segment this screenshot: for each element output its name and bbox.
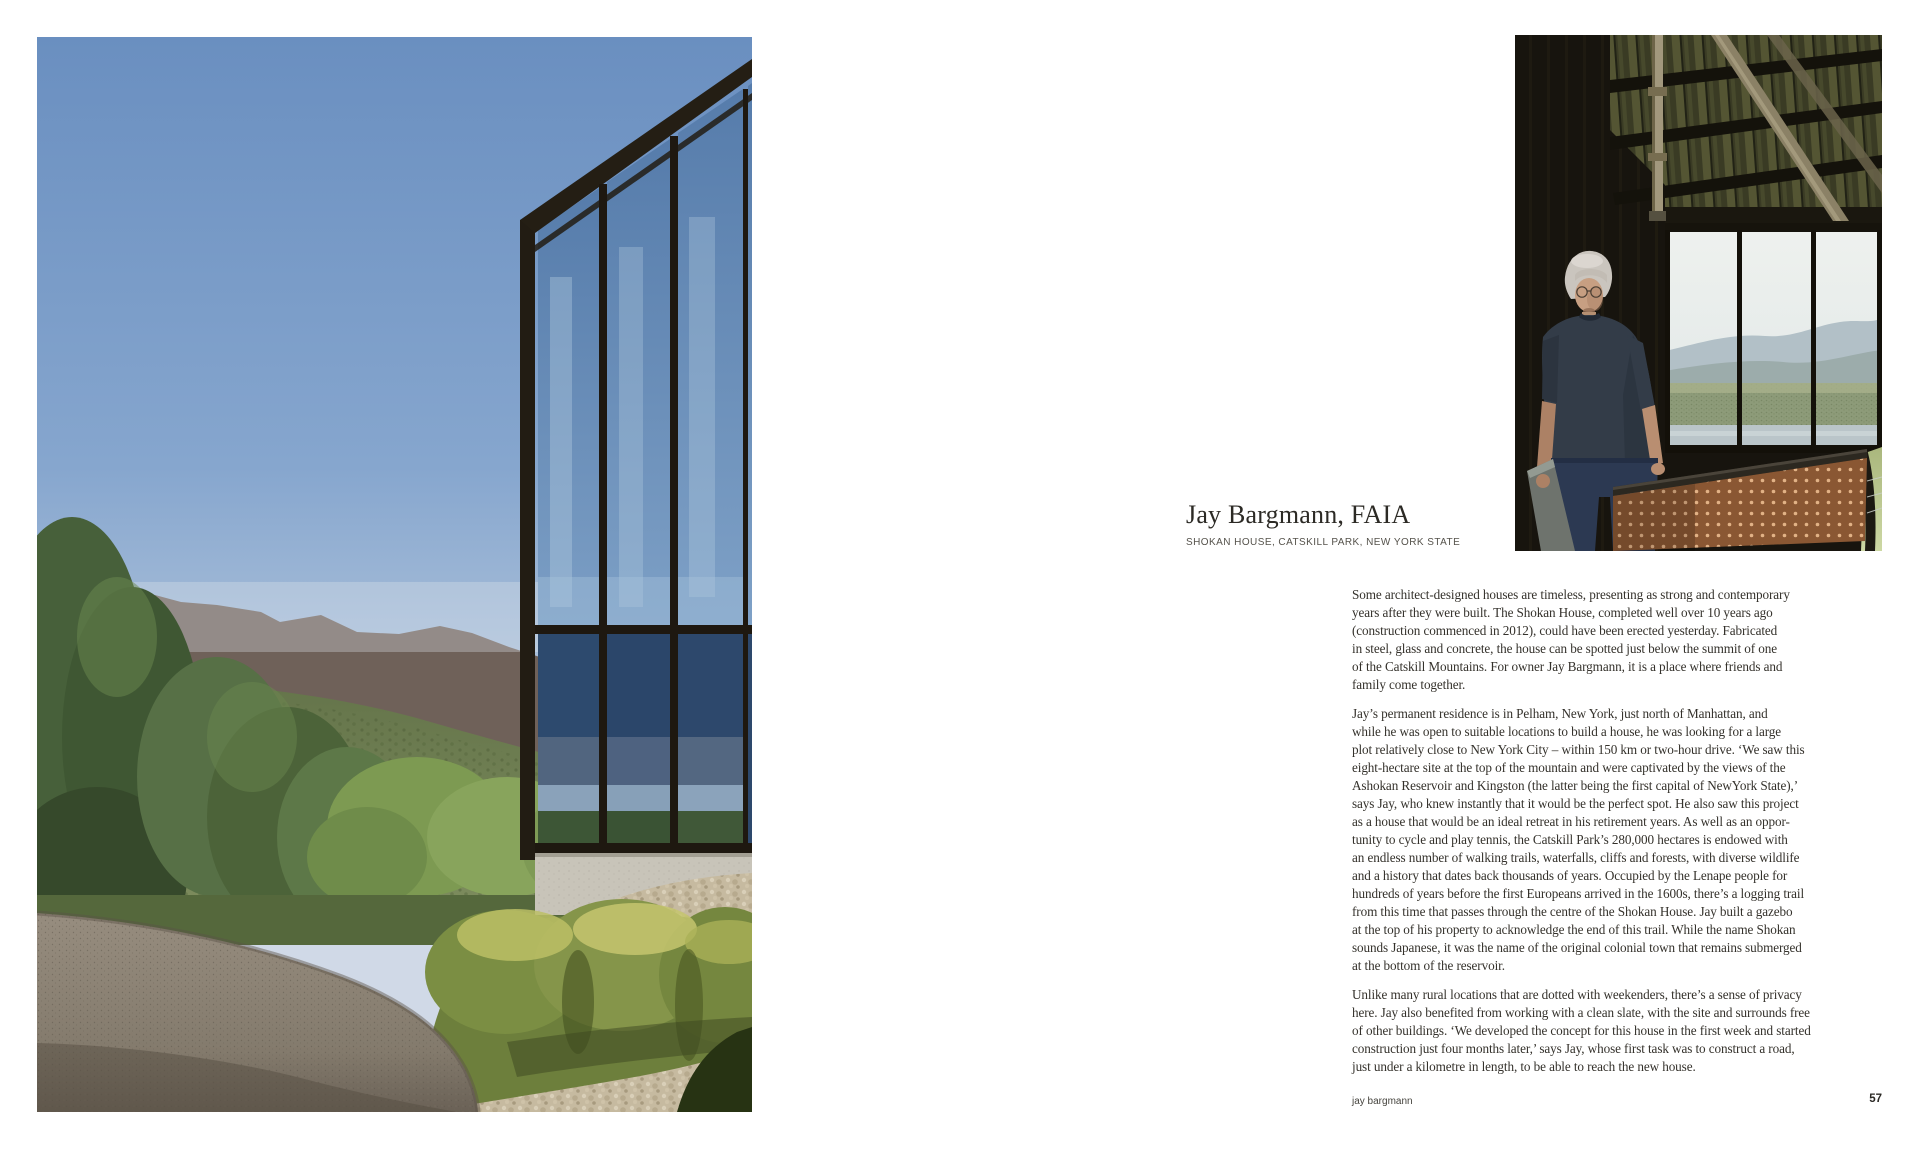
text-line: eight-hectare site at the top of the mountain and were captivated by the views of the [1352,760,1786,775]
text-line: says Jay, who knew instantly that it would be the perfect spot. He also saw this project [1352,796,1799,811]
text-line: tunity to cycle and play tennis, the Catskill Park’s 280,000 hectares is endowed with [1352,832,1788,847]
text-line: from this time that passes through the centre of the Shokan House. Jay built a gazebo [1352,904,1793,919]
text-line: Ashokan Reservoir and Kingston (the latter being the first capital of NewYork State),’ [1352,778,1799,793]
text-line: sounds Japanese, it was the name of the original colonial town that remains submerged [1352,940,1802,955]
running-footer: jay bargmann [1352,1096,1413,1107]
page-number: 57 [1869,1093,1882,1105]
text-line: while he was open to suitable locations to build a house, he was looking for a large [1352,724,1782,739]
photo-shokan-house-exterior [37,37,752,1112]
left-hand [1651,463,1665,475]
article-header [1186,500,1506,548]
text-line: at the bottom of the reservoir. [1352,958,1505,973]
text-line: Unlike many rural locations that are dotted with weekenders, there’s a sense of privacy [1352,987,1802,1002]
paragraph [1352,586,1834,694]
jay-bargmann-portrait-illustration [1515,35,1882,551]
text-line: and a history that dates back thousands of years. Occupied by the Lenape people for [1352,868,1788,883]
article-title: Jay Bargmann, FAIA [1186,500,1411,529]
paragraph [1352,986,1834,1076]
text-line: as a house that would be an ideal retreat in his retirement years. As well as an oppor- [1352,814,1790,829]
window-view [1665,230,1882,453]
text-line: just under a kilometre in length, to be able to reach the new house. [1352,1059,1696,1074]
text-line: here. Jay also benefited from working with a clean slate, with the site and surrounds free [1352,1005,1810,1020]
steel-ceiling [1610,35,1882,223]
text-line: (construction commenced in 2012), could have been erected yesterday. Fabricated [1352,623,1778,638]
right-hand [1536,474,1550,488]
text-line: in steel, glass and concrete, the house can be spotted just below the summit of one [1352,641,1777,656]
paragraph [1352,705,1834,975]
text-line: years after they were built. The Shokan House, completed well over 10 years ago [1352,605,1773,620]
text-line: plot relatively close to New York City – within 150 km or two-hour drive. ‘We saw this [1352,742,1805,757]
photo-jay-bargmann-portrait [1515,35,1882,551]
body-text [1352,586,1834,1087]
glass-lower-reflections [538,633,752,849]
text-line: family come together. [1352,677,1466,692]
article-subtitle: SHOKAN HOUSE, CATSKILL PARK, NEW YORK STATE [1186,537,1461,548]
text-line: Jay’s permanent residence is in Pelham, New York, just north of Manhattan, and [1352,706,1768,721]
text-line: of other buildings. ‘We developed the concept for this house in the first week and started [1352,1023,1811,1038]
text-line: at the top of his property to acknowledge the end of this trail. While the name Shokan [1352,922,1796,937]
text-line: an endless number of walking trails, waterfalls, cliffs and forests, with diverse wildlife [1352,850,1800,865]
text-line: of the Catskill Mountains. For owner Jay Bargmann, it is a place where friends and [1352,659,1783,674]
text-line: hundreds of years before the first Europeans arrived in the 1600s, there’s a logging trail [1352,886,1805,901]
shokan-house-exterior-illustration [37,37,752,1112]
text-line: Some architect-designed houses are timeless, presenting as strong and contemporary [1352,587,1790,602]
text-line: construction just four months later,’ says Jay, whose first task was to construct a road, [1352,1041,1795,1056]
